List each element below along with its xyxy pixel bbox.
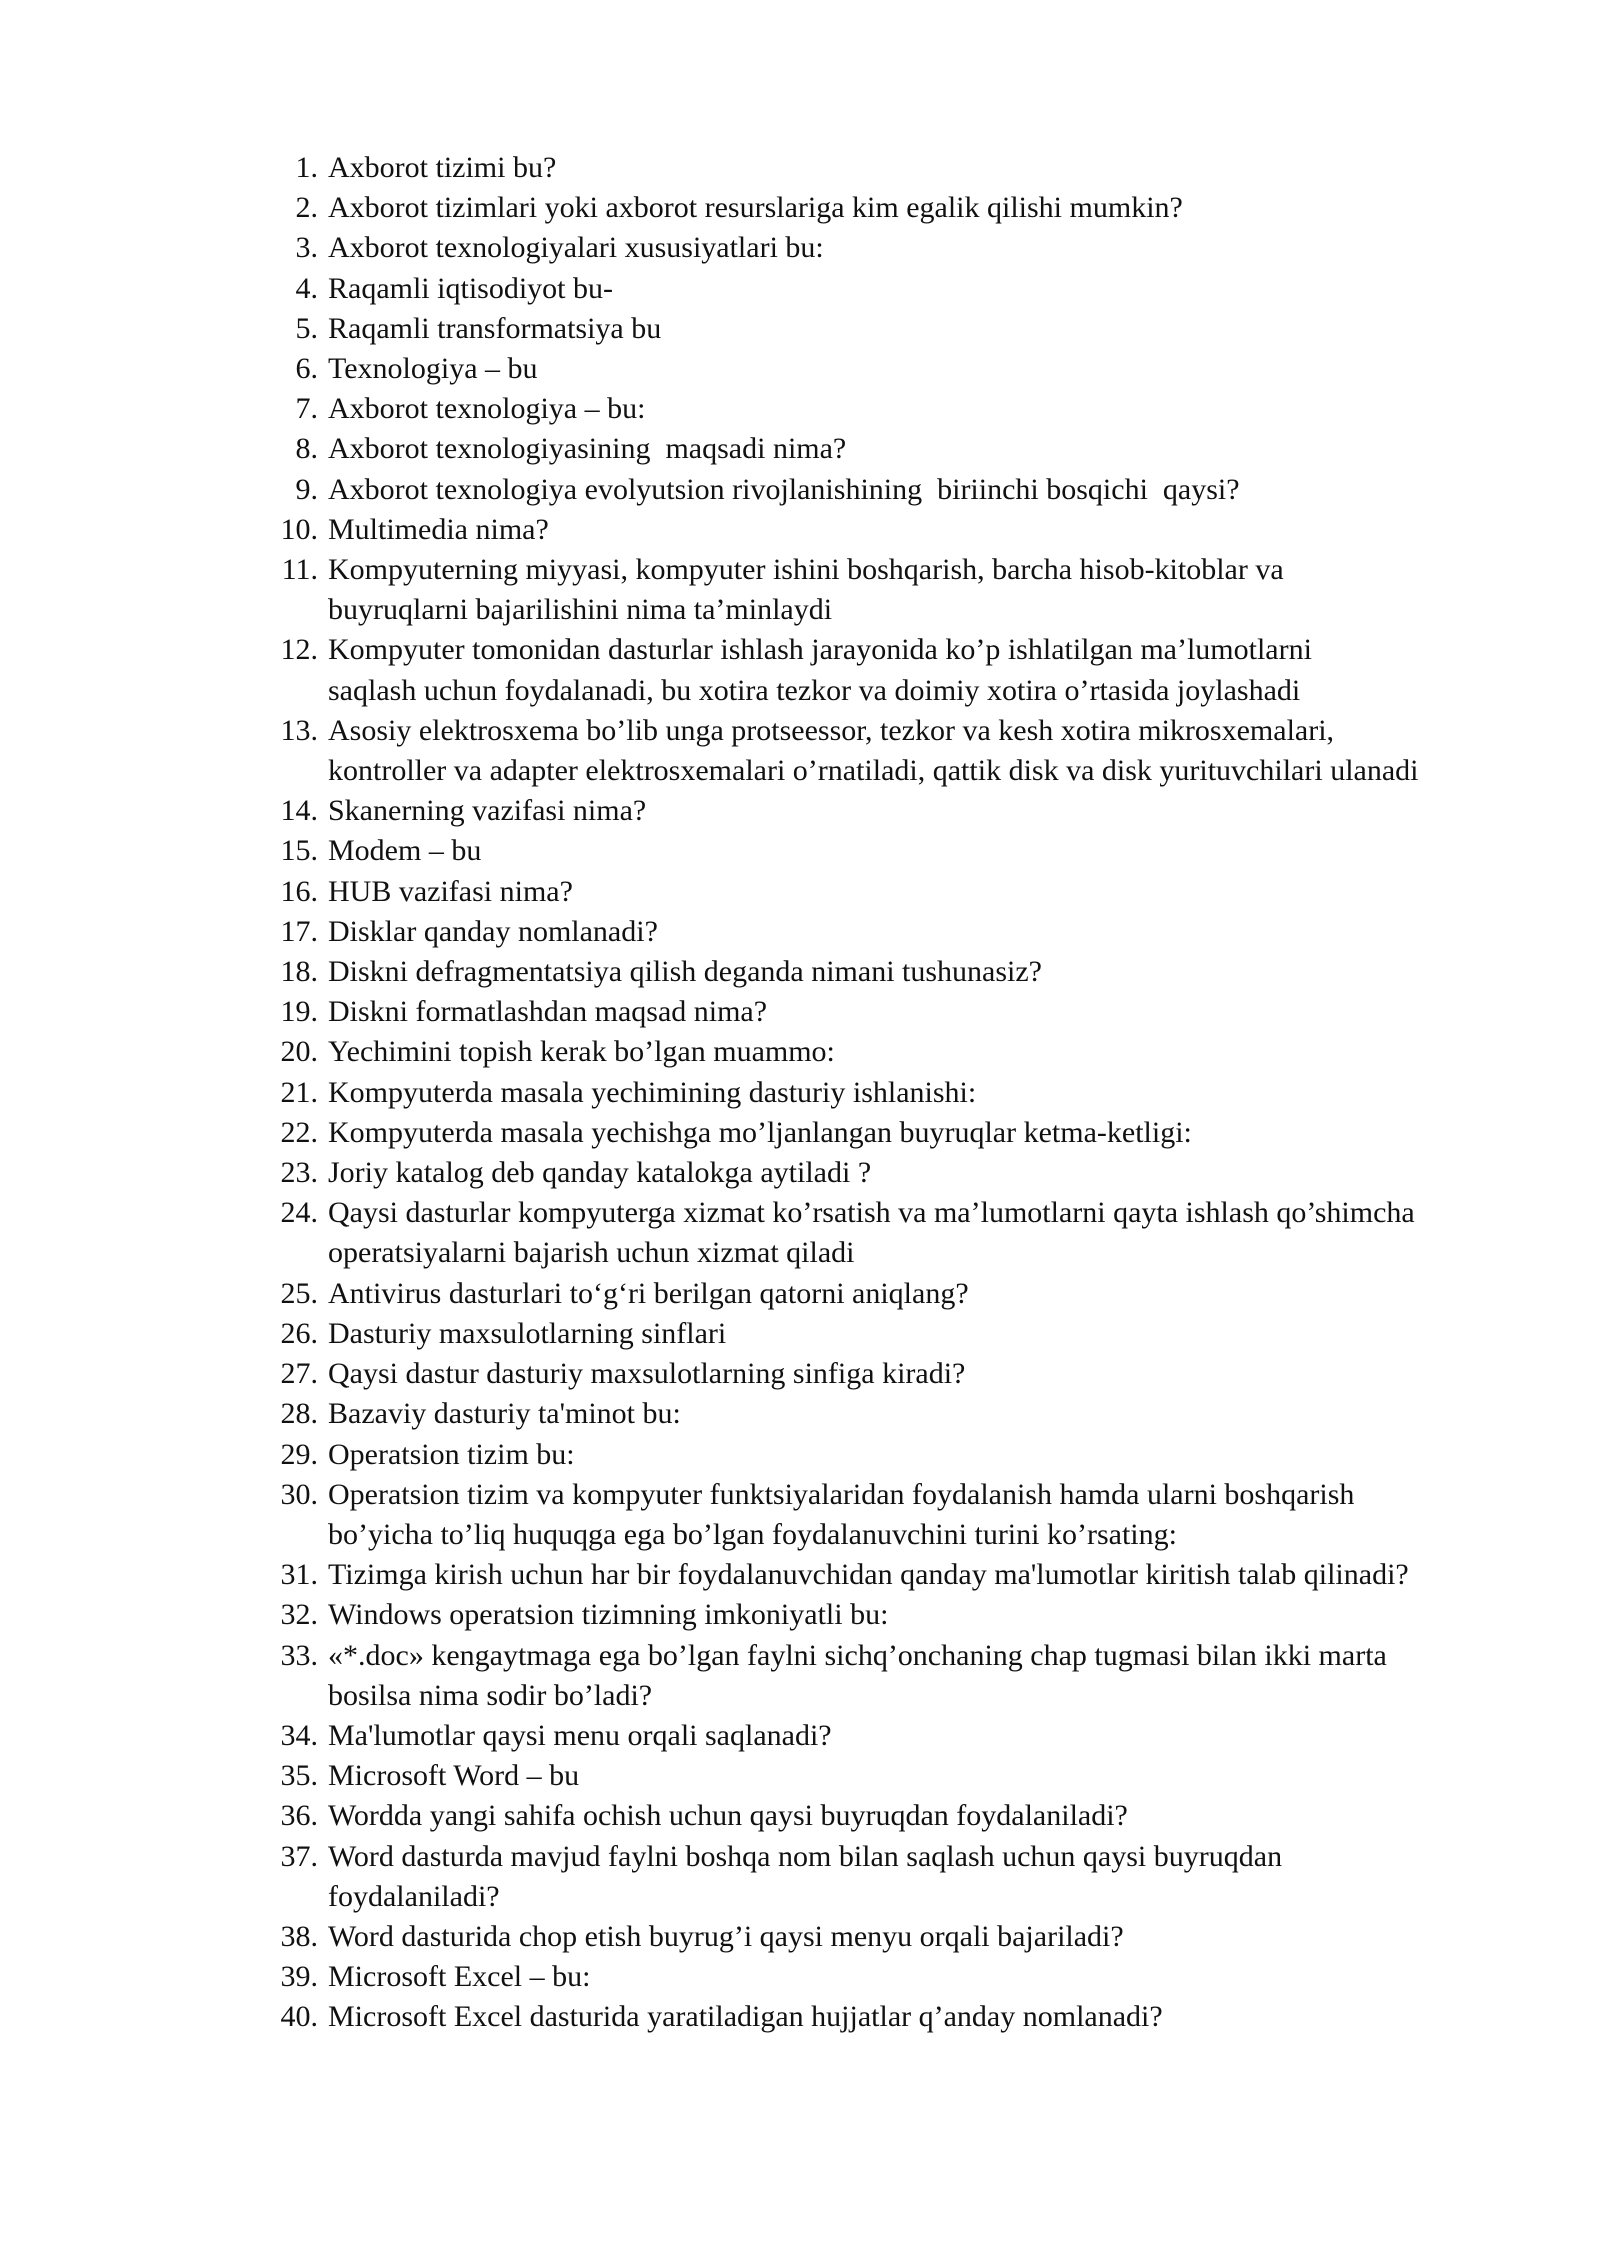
- question-text-line: Wordda yangi sahifa ochish uchun qaysi buyruqdan foydalaniladi?: [328, 1799, 1128, 1833]
- question-number: 7.: [295, 392, 318, 426]
- question-number: 28.: [280, 1397, 318, 1431]
- question-item: [270, 1595, 1495, 1635]
- question-text: [328, 1274, 1495, 1314]
- question-number: 33.: [280, 1638, 318, 1672]
- question-text-line: Disklar qanday nomlanadi?: [328, 914, 658, 948]
- question-text-line: bosilsa nima sodir bo’ladi?: [328, 1678, 653, 1712]
- question-number: 35.: [280, 1759, 318, 1793]
- question-number: 8.: [295, 432, 318, 466]
- question-number: 19.: [280, 995, 318, 1029]
- question-text-line: bo’yicha to’liq huquqga ega bo’lgan foydalanuvchini turini ko’rsating:: [328, 1517, 1177, 1551]
- question-text-line: Axborot texnologiya evolyutsion rivojlanishining biriinchi bosqichi qaysi?: [328, 472, 1240, 506]
- question-text: [328, 630, 1495, 710]
- question-text: [328, 1555, 1495, 1595]
- question-text: [328, 429, 1495, 469]
- question-item: [270, 1354, 1495, 1394]
- question-number: 12.: [280, 633, 318, 667]
- question-number: 9.: [295, 472, 318, 506]
- question-text-line: operatsiyalarni bajarish uchun xizmat qiladi: [328, 1236, 855, 1270]
- question-text: [328, 188, 1495, 228]
- question-text: [328, 349, 1495, 389]
- question-number: 18.: [280, 955, 318, 989]
- question-text: [328, 1756, 1495, 1796]
- question-number: 5.: [295, 311, 318, 345]
- question-text-line: Microsoft Excel – bu:: [328, 1960, 591, 1994]
- question-number: 27.: [280, 1357, 318, 1391]
- question-item: [270, 1555, 1495, 1595]
- question-number: 4.: [295, 271, 318, 305]
- question-text: [328, 831, 1495, 871]
- question-text: [328, 912, 1495, 952]
- question-item: [270, 1314, 1495, 1354]
- question-text-line: Axborot texnologiyalari xususiyatlari bu:: [328, 231, 824, 265]
- question-number: 10.: [280, 512, 318, 546]
- question-number: 6.: [295, 352, 318, 386]
- question-text: [328, 711, 1495, 791]
- question-text-line: Microsoft Excel dasturida yaratiladigan hujjatlar q’anday nomlanadi?: [328, 2000, 1163, 2034]
- question-number: 26.: [280, 1316, 318, 1350]
- question-number: 15.: [280, 834, 318, 868]
- question-item: [270, 1796, 1495, 1836]
- question-item: [270, 389, 1495, 429]
- question-text: [328, 992, 1495, 1032]
- question-text-line: Ma'lumotlar qaysi menu orqali saqlanadi?: [328, 1718, 832, 1752]
- question-text-line: Modem – bu: [328, 834, 482, 868]
- question-number: 2.: [295, 191, 318, 225]
- question-text-line: Axborot texnologiyasining maqsadi nima?: [328, 432, 847, 466]
- question-text: [328, 1837, 1495, 1917]
- question-text: [328, 1475, 1495, 1555]
- question-text: [328, 952, 1495, 992]
- question-text: [328, 1314, 1495, 1354]
- question-text: [328, 470, 1495, 510]
- question-text: [328, 1073, 1495, 1113]
- question-number: 31.: [280, 1558, 318, 1592]
- question-item: [270, 1193, 1495, 1273]
- question-item: [270, 831, 1495, 871]
- question-text: [328, 1394, 1495, 1434]
- question-item: [270, 309, 1495, 349]
- question-item: [270, 1113, 1495, 1153]
- question-text-line: Microsoft Word – bu: [328, 1759, 580, 1793]
- question-text: [328, 1957, 1495, 1997]
- question-text: [328, 389, 1495, 429]
- question-item: [270, 1957, 1495, 1997]
- question-text-line: Kompyuterning miyyasi, kompyuter ishini boshqarish, barcha hisob-kitoblar va: [328, 553, 1284, 587]
- question-text: [328, 550, 1495, 630]
- question-item: [270, 1274, 1495, 1314]
- question-number: 32.: [280, 1598, 318, 1632]
- question-item: [270, 711, 1495, 791]
- question-number: 21.: [280, 1075, 318, 1109]
- question-text-line: Word dasturida chop etish buyrug’i qaysi menyu orqali bajariladi?: [328, 1919, 1124, 1953]
- question-item: [270, 630, 1495, 710]
- question-text: [328, 1796, 1495, 1836]
- question-number: 30.: [280, 1477, 318, 1511]
- question-number: 22.: [280, 1115, 318, 1149]
- question-number: 13.: [280, 713, 318, 747]
- question-item: [270, 510, 1495, 550]
- question-text-line: Diskni formatlashdan maqsad nima?: [328, 995, 768, 1029]
- question-item: [270, 791, 1495, 831]
- question-text: [328, 1354, 1495, 1394]
- question-item: [270, 148, 1495, 188]
- question-text-line: Windows operatsion tizimning imkoniyatli bu:: [328, 1598, 889, 1632]
- question-text-line: foydalaniladi?: [328, 1879, 500, 1913]
- question-text-line: buyruqlarni bajarilishini nima ta’minlaydi: [328, 593, 833, 627]
- question-text: [328, 1636, 1495, 1716]
- question-text-line: Antivirus dasturlari to‘g‘ri berilgan qatorni aniqlang?: [328, 1276, 969, 1310]
- question-text: [328, 1193, 1495, 1273]
- question-text-line: Yechimini topish kerak bo’lgan muammo:: [328, 1035, 835, 1069]
- question-item: [270, 912, 1495, 952]
- question-text-line: HUB vazifasi nima?: [328, 874, 573, 908]
- question-text: [328, 1595, 1495, 1635]
- question-text-line: Axborot tizimi bu?: [328, 151, 557, 184]
- question-number: 11.: [281, 553, 318, 587]
- question-text-line: Operatsion tizim bu:: [328, 1437, 575, 1471]
- question-number: 29.: [280, 1437, 318, 1471]
- question-text-line: Multimedia nima?: [328, 512, 549, 546]
- question-item: [270, 1153, 1495, 1193]
- question-item: [270, 429, 1495, 469]
- question-text: [328, 309, 1495, 349]
- question-item: [270, 228, 1495, 268]
- question-number: 17.: [280, 914, 318, 948]
- question-text-line: Raqamli iqtisodiyot bu-: [328, 271, 613, 305]
- question-text-line: Axborot tizimlari yoki axborot resurslariga kim egalik qilishi mumkin?: [328, 191, 1183, 225]
- question-text-line: Joriy katalog deb qanday katalokga aytiladi ?: [328, 1156, 872, 1190]
- question-item: [270, 1073, 1495, 1113]
- question-item: [270, 952, 1495, 992]
- question-number: 37.: [280, 1839, 318, 1873]
- question-list: [270, 148, 1495, 2038]
- question-item: [270, 1997, 1495, 2037]
- question-number: 1.: [295, 151, 318, 184]
- question-text-line: Qaysi dasturlar kompyuterga xizmat ko’rsatish va ma’lumotlarni qayta ishlash qo’shimcha: [328, 1196, 1415, 1230]
- question-text-line: Qaysi dastur dasturiy maxsulotlarning sinfiga kiradi?: [328, 1357, 966, 1391]
- question-number: 38.: [280, 1919, 318, 1953]
- question-item: [270, 349, 1495, 389]
- question-text-line: Kompyuterda masala yechishga mo’ljanlangan buyruqlar ketma-ketligi:: [328, 1115, 1192, 1149]
- question-text-line: Operatsion tizim va kompyuter funktsiyalaridan foydalanish hamda ularni boshqarish: [328, 1477, 1355, 1511]
- question-text: [328, 1997, 1495, 2037]
- question-text-line: Skanerning vazifasi nima?: [328, 794, 647, 828]
- question-text-line: «*.doc» kengaytmaga ega bo’lgan faylni sichq’onchaning chap tugmasi bilan ikki marta: [328, 1638, 1387, 1672]
- question-text: [328, 1716, 1495, 1756]
- question-item: [270, 1756, 1495, 1796]
- question-number: 40.: [280, 2000, 318, 2034]
- question-item: [270, 1917, 1495, 1957]
- question-text-line: Texnologiya – bu: [328, 352, 538, 386]
- question-item: [270, 470, 1495, 510]
- question-text: [328, 1113, 1495, 1153]
- question-item: [270, 550, 1495, 630]
- question-number: 20.: [280, 1035, 318, 1069]
- question-number: 23.: [280, 1156, 318, 1190]
- question-text-line: Diskni defragmentatsiya qilish deganda nimani tushunasiz?: [328, 955, 1042, 989]
- question-number: 16.: [280, 874, 318, 908]
- question-text: [328, 1917, 1495, 1957]
- question-item: [270, 1716, 1495, 1756]
- question-number: 14.: [280, 794, 318, 828]
- question-text: [328, 148, 1495, 188]
- question-text: [328, 872, 1495, 912]
- question-item: [270, 1837, 1495, 1917]
- question-text-line: kontroller va adapter elektrosxemalari o’rnatiladi, qattik disk va disk yurituvchilari ulanadi: [328, 754, 1419, 788]
- question-text-line: Kompyuterda masala yechimining dasturiy ishlanishi:: [328, 1075, 977, 1109]
- question-item: [270, 1394, 1495, 1434]
- question-number: 36.: [280, 1799, 318, 1833]
- question-text-line: Tizimga kirish uchun har bir foydalanuvchidan qanday ma'lumotlar kiritish talab qilinadi?: [328, 1558, 1409, 1592]
- question-text-line: Dasturiy maxsulotlarning sinflari: [328, 1316, 727, 1350]
- question-item: [270, 1435, 1495, 1475]
- question-number: 25.: [280, 1276, 318, 1310]
- question-text-line: Kompyuter tomonidan dasturlar ishlash jarayonida ko’p ishlatilgan ma’lumotlarni: [328, 633, 1312, 667]
- question-text: [328, 791, 1495, 831]
- question-item: [270, 872, 1495, 912]
- question-text: [328, 1032, 1495, 1072]
- question-number: 24.: [280, 1196, 318, 1230]
- question-text-line: saqlash uchun foydalanadi, bu xotira tezkor va doimiy xotira o’rtasida joylashadi: [328, 673, 1301, 707]
- question-text: [328, 228, 1495, 268]
- question-text: [328, 269, 1495, 309]
- question-item: [270, 269, 1495, 309]
- question-text-line: Asosiy elektrosxema bo’lib unga protseessor, tezkor va kesh xotira mikrosxemalari,: [328, 713, 1335, 747]
- question-number: 39.: [280, 1960, 318, 1994]
- question-text-line: Word dasturda mavjud faylni boshqa nom bilan saqlash uchun qaysi buyruqdan: [328, 1839, 1283, 1873]
- question-item: [270, 188, 1495, 228]
- question-item: [270, 992, 1495, 1032]
- question-text-line: Axborot texnologiya – bu:: [328, 392, 646, 426]
- question-number: 34.: [280, 1718, 318, 1752]
- question-number: 3.: [295, 231, 318, 265]
- question-text: [328, 1435, 1495, 1475]
- question-text-line: Bazaviy dasturiy ta'minot bu:: [328, 1397, 681, 1431]
- question-item: [270, 1475, 1495, 1555]
- question-item: [270, 1032, 1495, 1072]
- question-text: [328, 510, 1495, 550]
- question-text: [328, 1153, 1495, 1193]
- question-item: [270, 1636, 1495, 1716]
- question-text-line: Raqamli transformatsiya bu: [328, 311, 662, 345]
